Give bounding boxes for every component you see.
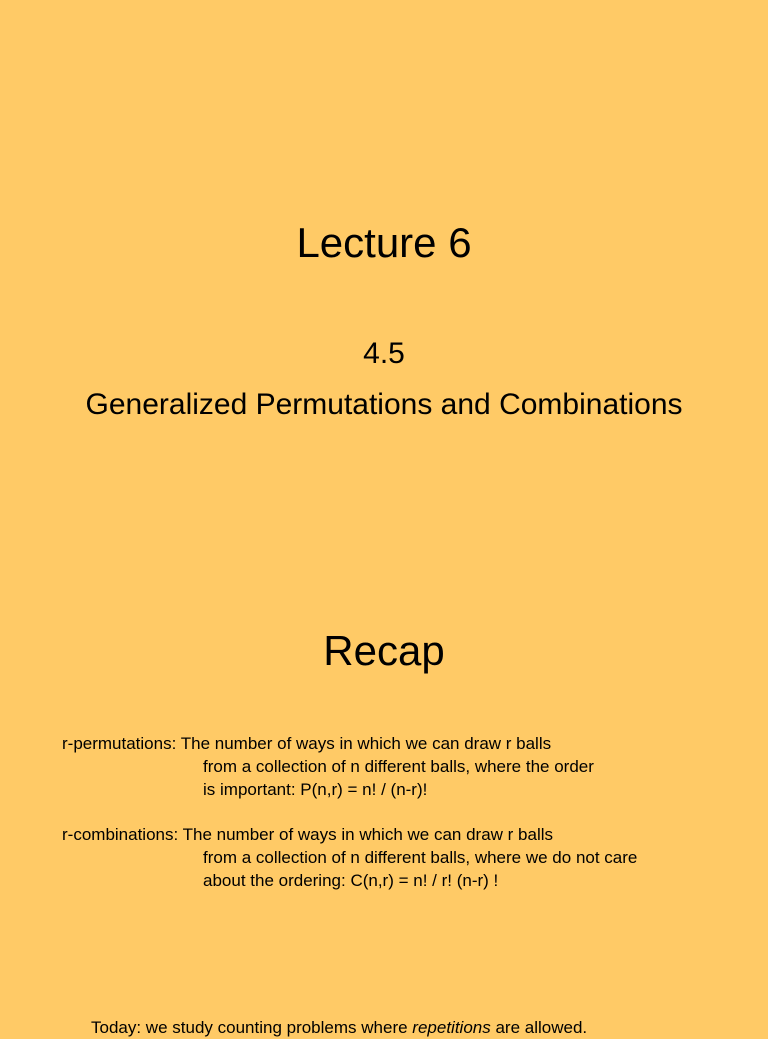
permutations-definition [62,732,752,801]
permutations-line-1: r-permutations: The number of ways in which we can draw r balls [62,734,552,753]
combinations-definition [62,823,752,892]
section-subtitle: Generalized Permutations and Combinations [85,388,683,421]
combinations-line-1: r-combinations: The number of ways in which we can draw r balls [62,825,554,844]
today-suffix: are allowed. [490,1018,588,1037]
lecture-title: Lecture 6 [296,219,472,266]
today-prefix: Today: we study counting problems where [91,1018,413,1037]
today-statement [91,1016,751,1039]
today-emphasis: repetitions [412,1018,491,1037]
combinations-line-3: about the ordering: C(n,r) = n! / r! (n-r) ! [203,871,499,890]
section-number: 4.5 [363,337,405,370]
permutations-line-2: from a collection of n different balls, where the order [203,757,594,776]
slide-recap [0,576,768,1037]
combinations-line-2: from a collection of n different balls, where we do not care [203,848,638,867]
permutations-line-3: is important: P(n,r) = n! / (n-r)! [203,780,428,799]
recap-title: Recap [323,627,445,674]
